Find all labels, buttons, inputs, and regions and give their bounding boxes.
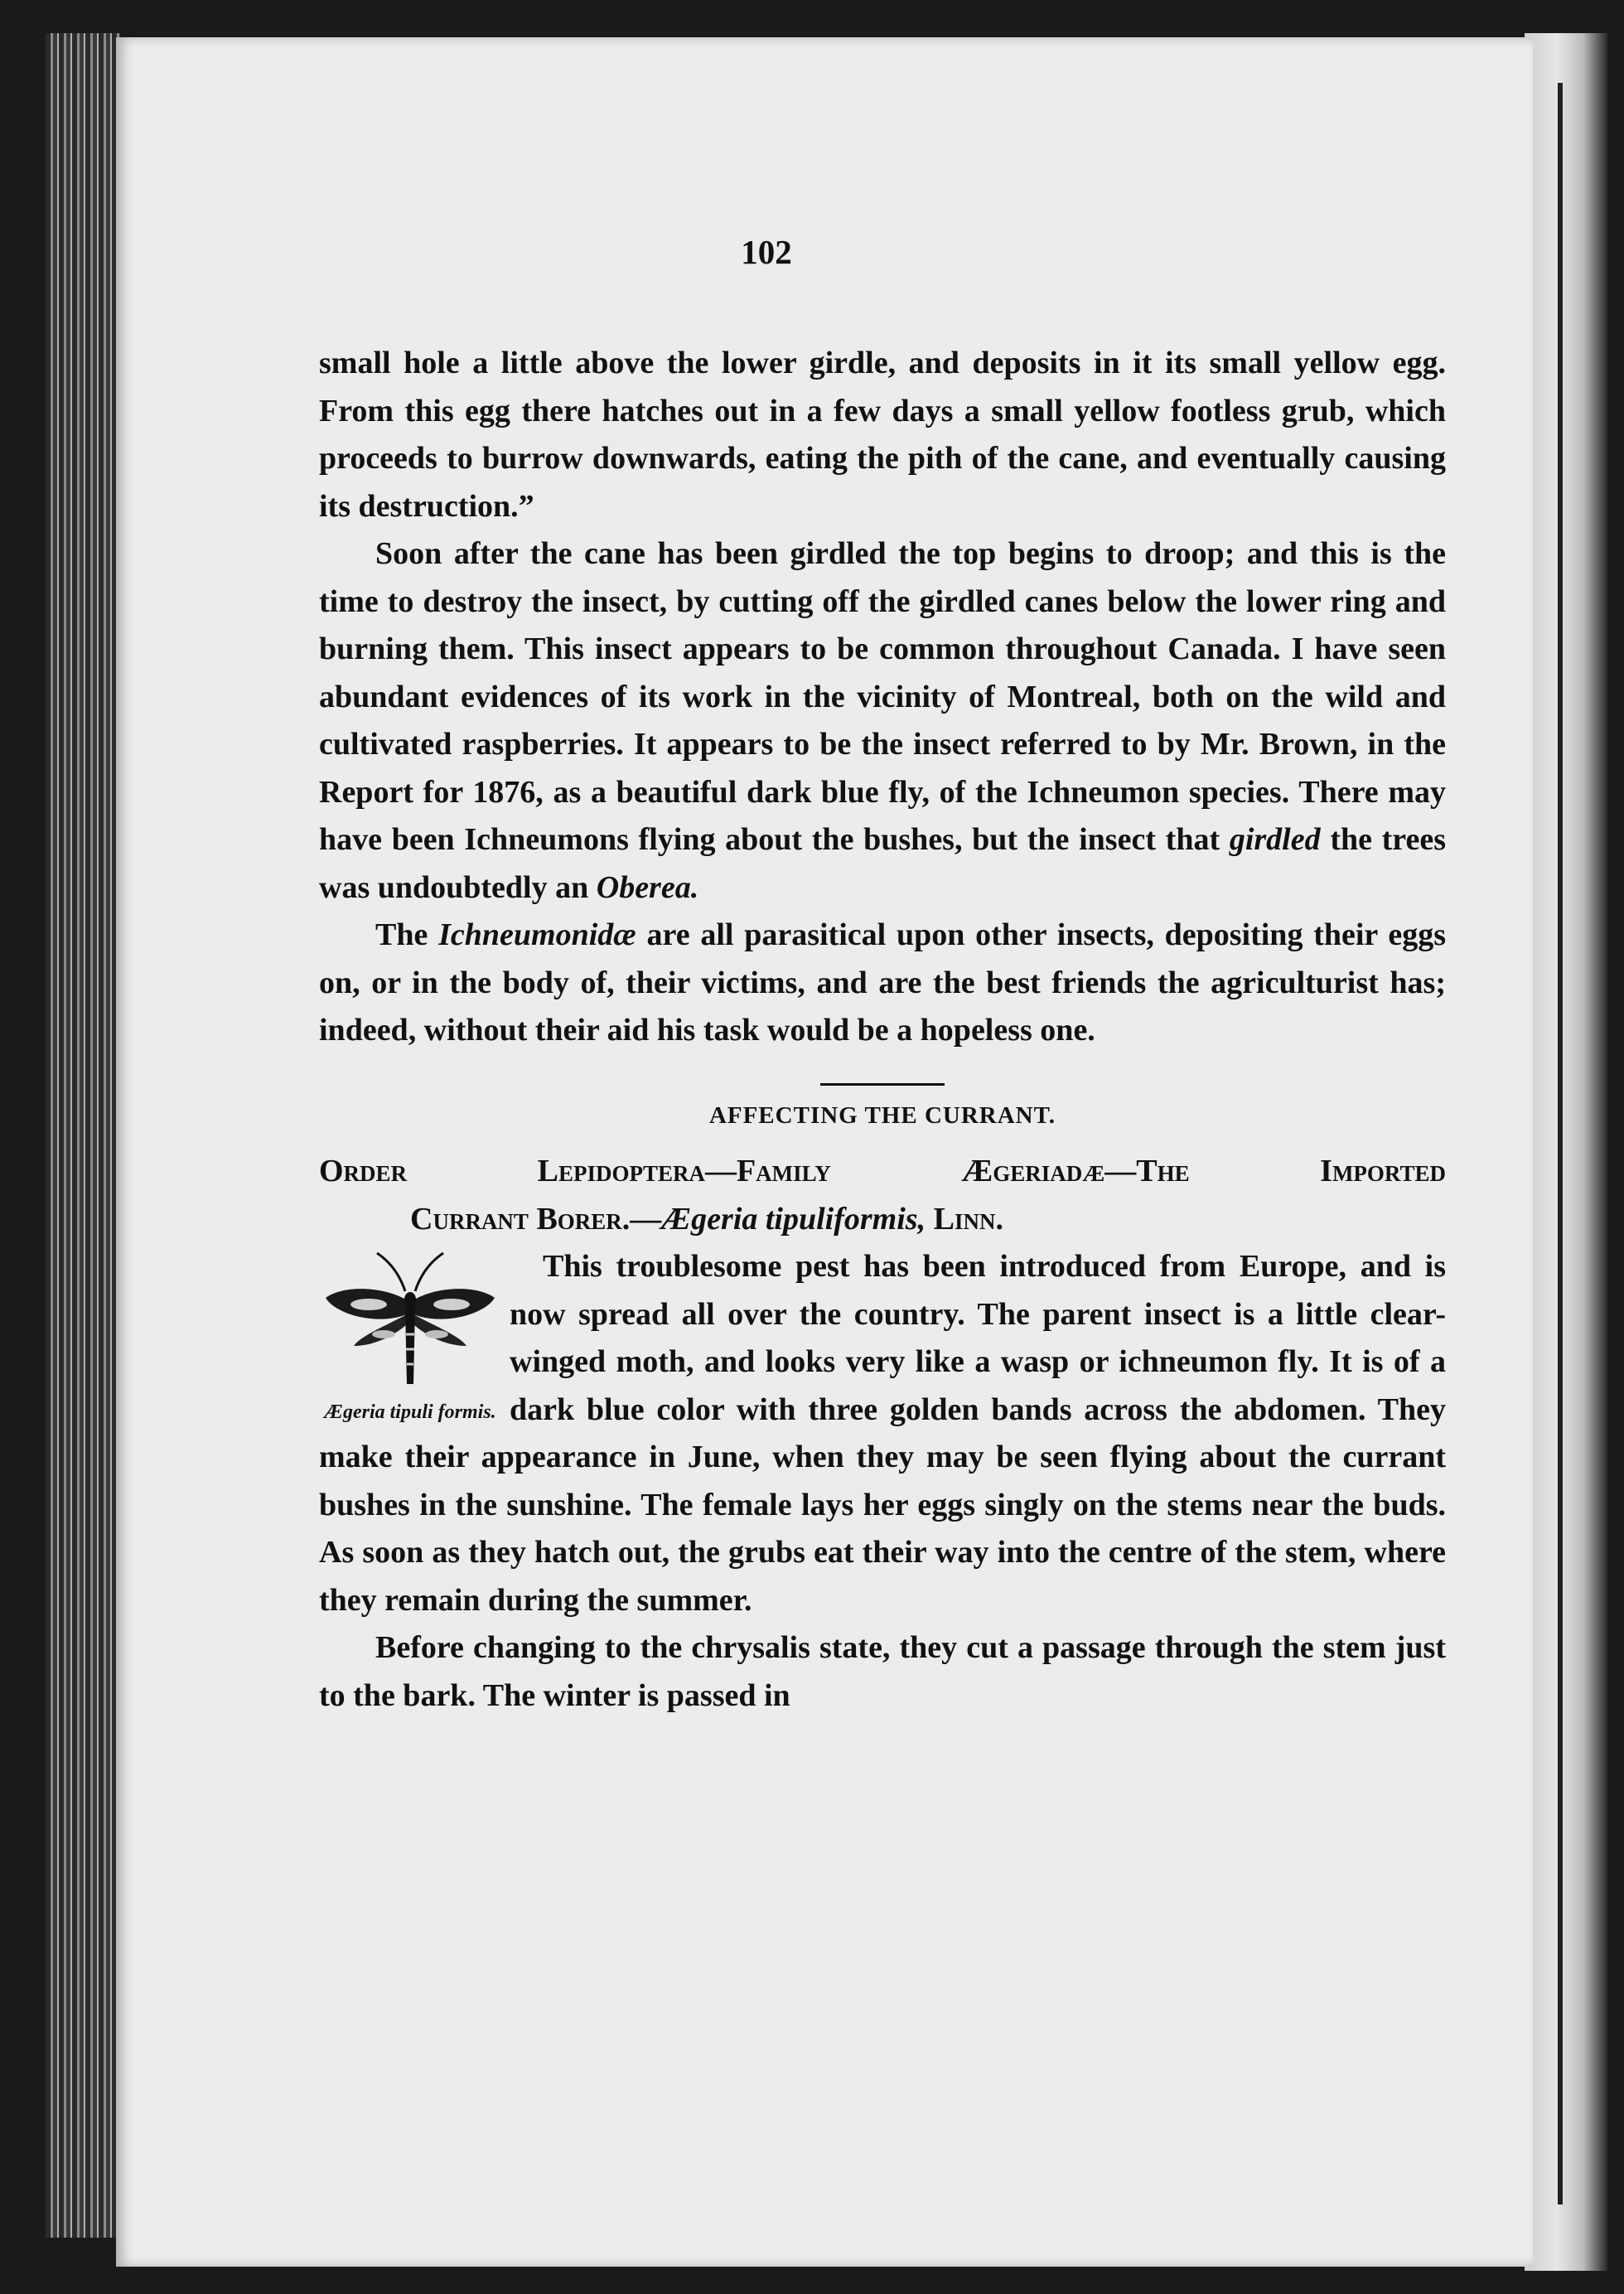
paragraph-3-text-a: The	[375, 917, 428, 952]
paragraph-3-emphasis-ichneumonidae: Ichneumonidæ	[438, 917, 636, 952]
page-number: 102	[741, 233, 792, 271]
paragraph-2-emphasis-oberea: Oberea.	[596, 869, 699, 905]
paragraph-1: small hole a little above the lower girdle, and deposits in it its small yellow egg. From this egg there hatches out in a few days a small yellow footless grub, which proceeds to burrow downwards, eating the pith of the cane, and eventually causing its destruction.”	[319, 346, 1446, 524]
paragraph-3	[319, 912, 1446, 1055]
page-edge-stack	[1525, 33, 1607, 2271]
paragraph-2	[319, 530, 1446, 912]
paragraph-4: This troublesome pest has been introduced from Europe, and is now spread all over the country. The parent insect is a little clear-winged moth, and looks very like a wasp or ichneumon fly. It is of a dark blue color with three golden bands across the abdomen. They make their appearance in June, when they may be seen flying about the currant bushes in the sunshine. The female lays her eggs singly on the stems near the buds. As soon as they hatch out, the grubs eat their way into the centre of the stem, where they remain during the summer.	[319, 1249, 1446, 1618]
paragraph-2-text-b: the trees was undoubtedly an	[319, 822, 1447, 905]
paragraph-2-text-a: Soon after the cane has been girdled the top begins to droop; and this is the time to destroy the insect, by cutting off the girdled canes below the lower ring and burning them. This insect appears to be common throughout Canada. I have seen abundant evidences of its work in the vicinity of Montreal, both on the wild and cultivated raspberries. It appears to be the insect referred to by Mr. Brown, in the Report for 1876, as a beautiful dark blue fly, of the Ichneumon species. There may have been Ichneumons flying about the bushes, but the insect that	[319, 536, 1446, 857]
figure-caption: Ægeria tipuli formis.	[324, 1401, 496, 1423]
taxonomy-line-1: Order Lepidoptera—Family Ægeriadæ—The Imported	[319, 1154, 1446, 1188]
taxonomy-line-2	[410, 1196, 1446, 1244]
paragraph-3-text-b: are all parasitical upon other insects, depositing their eggs on, or in the body of, their victims, and are the best friends the agriculturist has; indeed, without their aid his task would be a hopeless one.	[319, 917, 1447, 1048]
section-divider	[820, 1083, 945, 1086]
book-spine	[46, 33, 120, 2238]
section-heading: AFFECTING THE CURRANT.	[708, 1101, 1056, 1129]
taxonomy-authority: Linn.	[933, 1201, 1003, 1237]
moth-figure	[319, 1243, 501, 1427]
book-page	[116, 37, 1533, 2267]
moth-illustration-icon	[319, 1243, 501, 1392]
taxonomy-common-name: Currant Borer.—	[410, 1201, 662, 1237]
paragraph-2-emphasis-girdled: girdled	[1229, 822, 1321, 857]
page-text	[319, 340, 1446, 1720]
taxonomy-species-name: Ægeria tipuliformis,	[661, 1201, 926, 1237]
paragraph-5: Before changing to the chrysalis state, they cut a passage through the stem just to the bark. The winter is passed in	[319, 1630, 1446, 1713]
